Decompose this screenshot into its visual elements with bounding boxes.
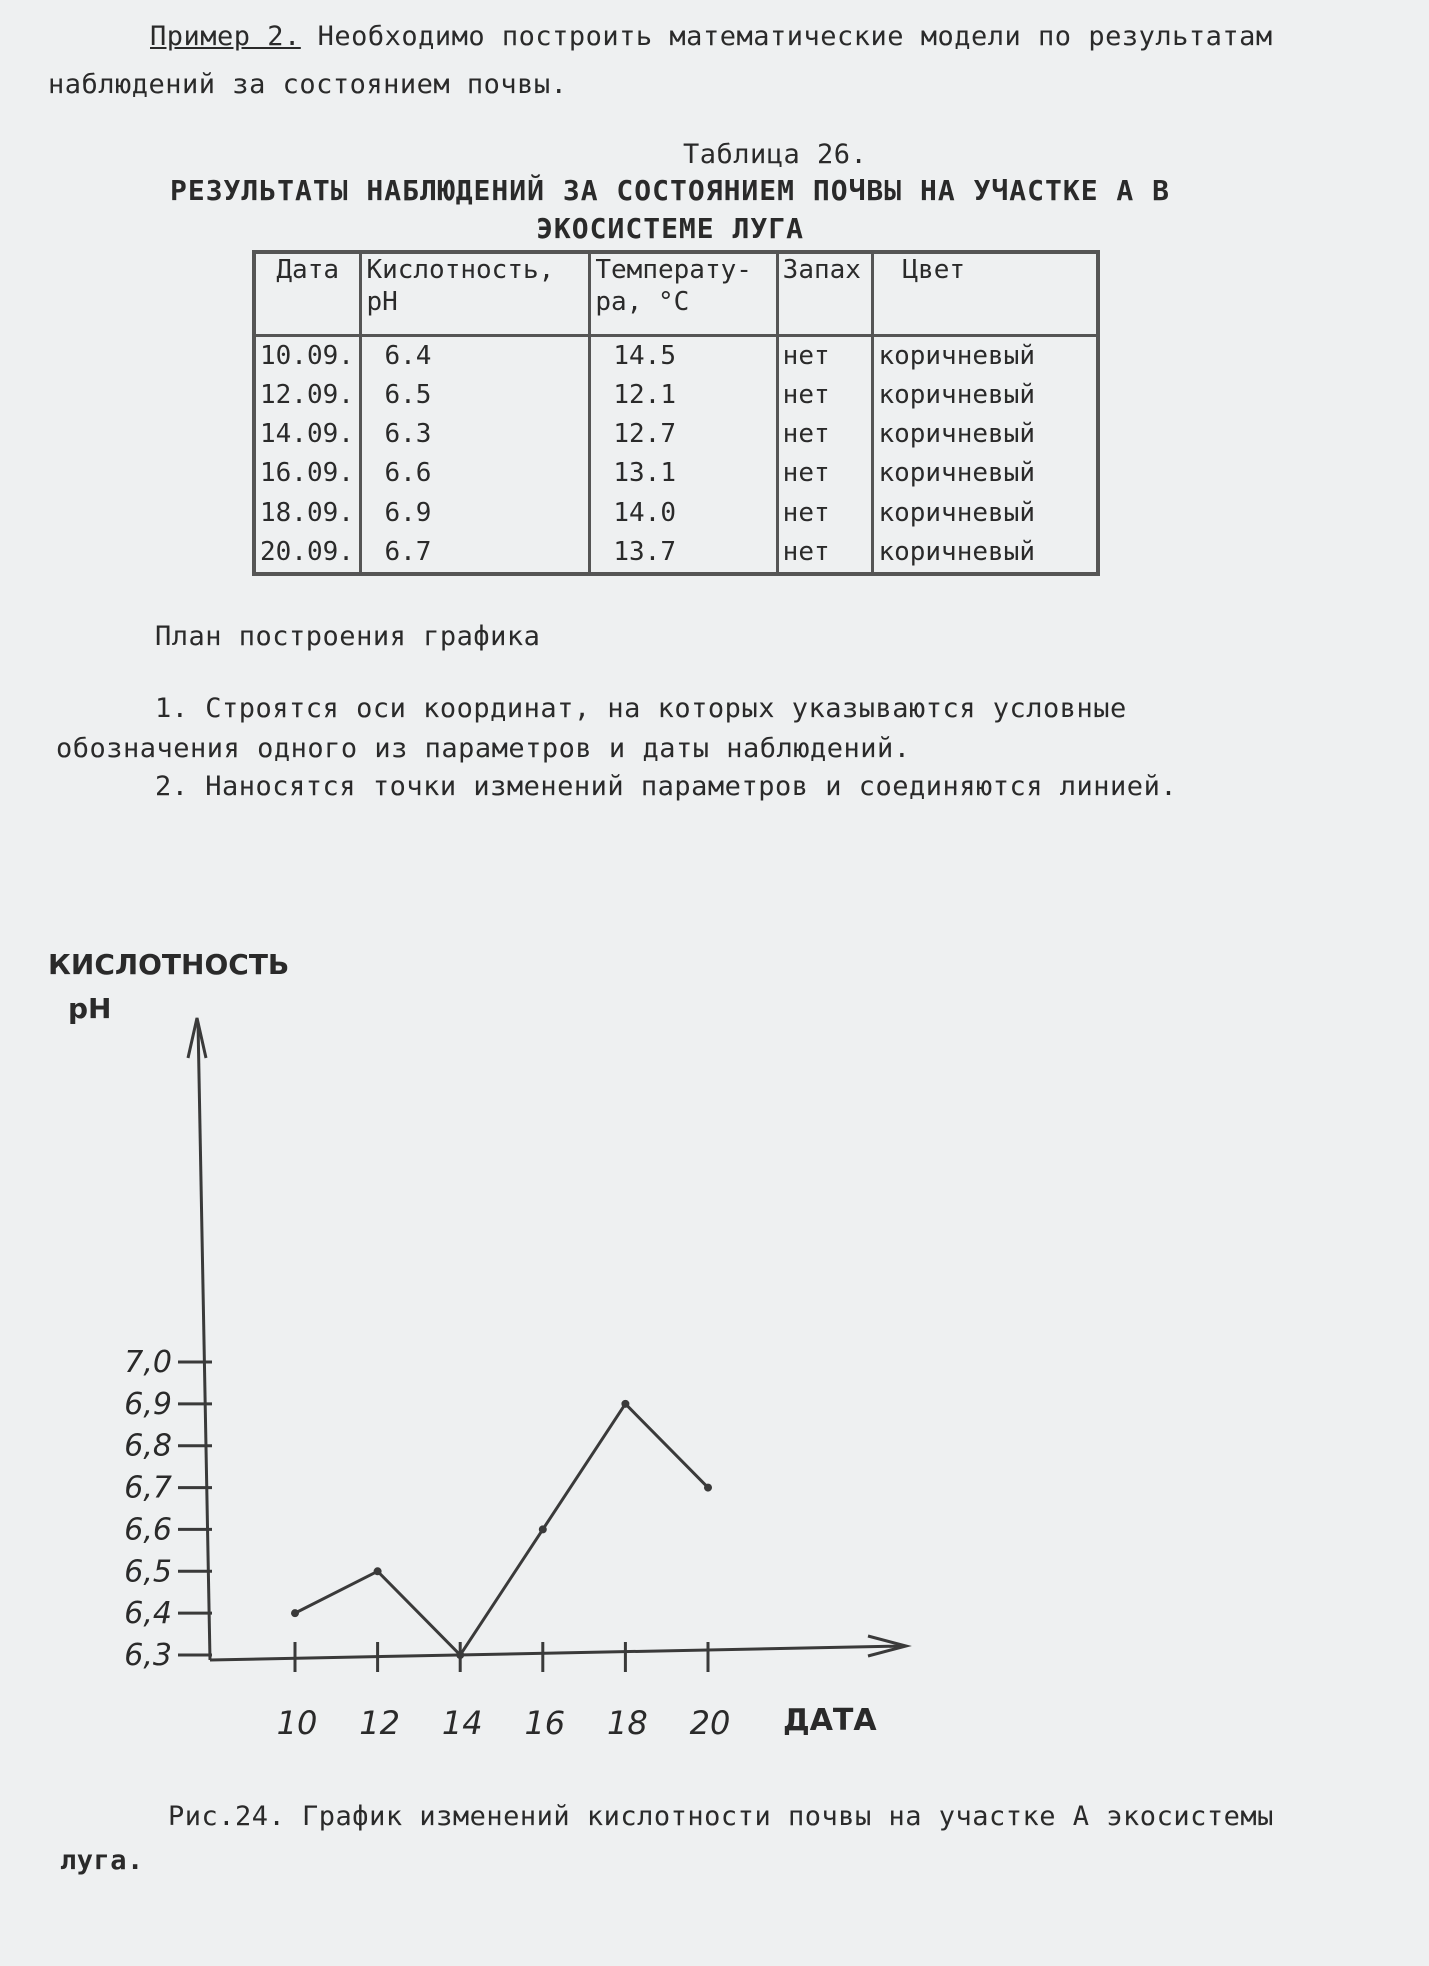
table-row xyxy=(254,376,1098,415)
data-point xyxy=(291,1609,299,1617)
table-row xyxy=(254,494,1098,533)
plan-step1-line2: обозначения одного из параметров и даты наблюдений. xyxy=(56,733,911,764)
example-label: Пример 2. xyxy=(150,21,301,52)
y-tick-label: 6,9 xyxy=(124,1386,172,1422)
x-axis-line xyxy=(210,1646,905,1660)
intro-line2: наблюдений за состоянием почвы. xyxy=(48,69,568,100)
cell-color: коричневый xyxy=(873,454,1098,493)
caption-line1: Рис.24. График изменений кислотности почвы на участке А экосистемы xyxy=(168,1801,1274,1832)
table-row xyxy=(254,454,1098,493)
cell-color: коричневый xyxy=(873,533,1098,574)
table-title-line2: ЭКОСИСТЕМЕ ЛУГА xyxy=(536,212,804,245)
cell-temperature: 12.1 xyxy=(590,376,777,415)
intro-line1 xyxy=(150,18,1273,56)
y-tick-label: 6,7 xyxy=(124,1470,172,1506)
x-axis-label: ДАТА xyxy=(783,1703,877,1738)
cell-acidity: 6.6 xyxy=(361,454,590,493)
cell-smell: нет xyxy=(777,336,873,377)
table-row xyxy=(254,415,1098,454)
plan-step2: 2. Наносятся точки изменений параметров и соединяются линией. xyxy=(155,771,1178,802)
plan-step1-line1: 1. Строятся оси координат, на которых указываются условные xyxy=(155,693,1127,724)
data-point xyxy=(621,1400,629,1408)
x-tick-label: 16 xyxy=(524,1704,566,1742)
cell-date: 10.09. xyxy=(254,336,361,377)
cell-acidity: 6.3 xyxy=(361,415,590,454)
cell-acidity: 6.7 xyxy=(361,533,590,574)
chart-axes xyxy=(188,1018,906,1660)
x-tick-label: 20 xyxy=(689,1704,731,1742)
data-point xyxy=(539,1525,547,1533)
y-tick-label: 6,8 xyxy=(124,1428,172,1464)
x-tick-label: 18 xyxy=(607,1704,648,1742)
cell-color: коричневый xyxy=(873,336,1098,377)
cell-acidity: 6.4 xyxy=(361,336,590,377)
cell-temperature: 13.1 xyxy=(590,454,777,493)
table-title-line1: РЕЗУЛЬТАТЫ НАБЛЮДЕНИЙ ЗА СОСТОЯНИЕМ ПОЧВЫ НА УЧАСТКЕ А В xyxy=(169,174,1170,207)
cell-smell: нет xyxy=(777,533,873,574)
table-row xyxy=(254,336,1098,377)
cell-acidity: 6.9 xyxy=(361,494,590,533)
cell-date: 14.09. xyxy=(254,415,361,454)
y-ticks xyxy=(124,1345,212,1673)
cell-smell: нет xyxy=(777,376,873,415)
header-color: Цвет xyxy=(873,252,1098,336)
series-line xyxy=(291,1400,712,1659)
data-point xyxy=(374,1567,382,1575)
acidity-chart xyxy=(0,930,1000,1750)
x-tick-label: 14 xyxy=(441,1704,483,1742)
x-tick-label: 12 xyxy=(359,1704,400,1742)
table-row xyxy=(254,533,1098,574)
table-number: Таблица 26. xyxy=(683,139,868,170)
header-date: Дата xyxy=(254,252,361,336)
cell-smell: нет xyxy=(777,494,873,533)
x-tick-label: 10 xyxy=(276,1704,318,1742)
cell-temperature: 13.7 xyxy=(590,533,777,574)
observations-table xyxy=(252,250,1100,576)
cell-date: 12.09. xyxy=(254,376,361,415)
header-smell: Запах xyxy=(777,252,873,336)
table-header-row xyxy=(254,252,1098,336)
cell-temperature: 14.0 xyxy=(590,494,777,533)
y-tick-label: 6,4 xyxy=(124,1596,172,1632)
cell-date: 20.09. xyxy=(254,533,361,574)
data-point xyxy=(456,1651,464,1659)
data-point xyxy=(704,1484,712,1492)
plan-heading: План построения графика xyxy=(155,621,541,652)
header-acidity: Кислотность, pH xyxy=(361,252,590,336)
y-axis-line xyxy=(198,1022,210,1660)
header-temperature: Температу-ра, °C xyxy=(590,252,777,336)
cell-date: 16.09. xyxy=(254,454,361,493)
y-axis-label-line2: pH xyxy=(68,992,112,1025)
cell-smell: нет xyxy=(777,415,873,454)
cell-color: коричневый xyxy=(873,376,1098,415)
cell-color: коричневый xyxy=(873,415,1098,454)
y-tick-label: 6,3 xyxy=(124,1638,172,1673)
intro-text-1: Необходимо построить математические модели по результатам xyxy=(300,21,1273,52)
cell-color: коричневый xyxy=(873,494,1098,533)
y-tick-label: 7,0 xyxy=(124,1345,172,1380)
y-tick-label: 6,5 xyxy=(124,1554,172,1590)
cell-smell: нет xyxy=(777,454,873,493)
y-axis-label-line1: КИСЛОТНОСТЬ xyxy=(48,948,290,981)
cell-temperature: 12.7 xyxy=(590,415,777,454)
cell-acidity: 6.5 xyxy=(361,376,590,415)
figure-caption xyxy=(60,1795,1274,1883)
cell-date: 18.09. xyxy=(254,494,361,533)
caption-line2: луга. xyxy=(60,1845,144,1876)
y-tick-label: 6,6 xyxy=(124,1512,172,1548)
cell-temperature: 14.5 xyxy=(590,336,777,377)
acidity-line xyxy=(295,1404,708,1655)
